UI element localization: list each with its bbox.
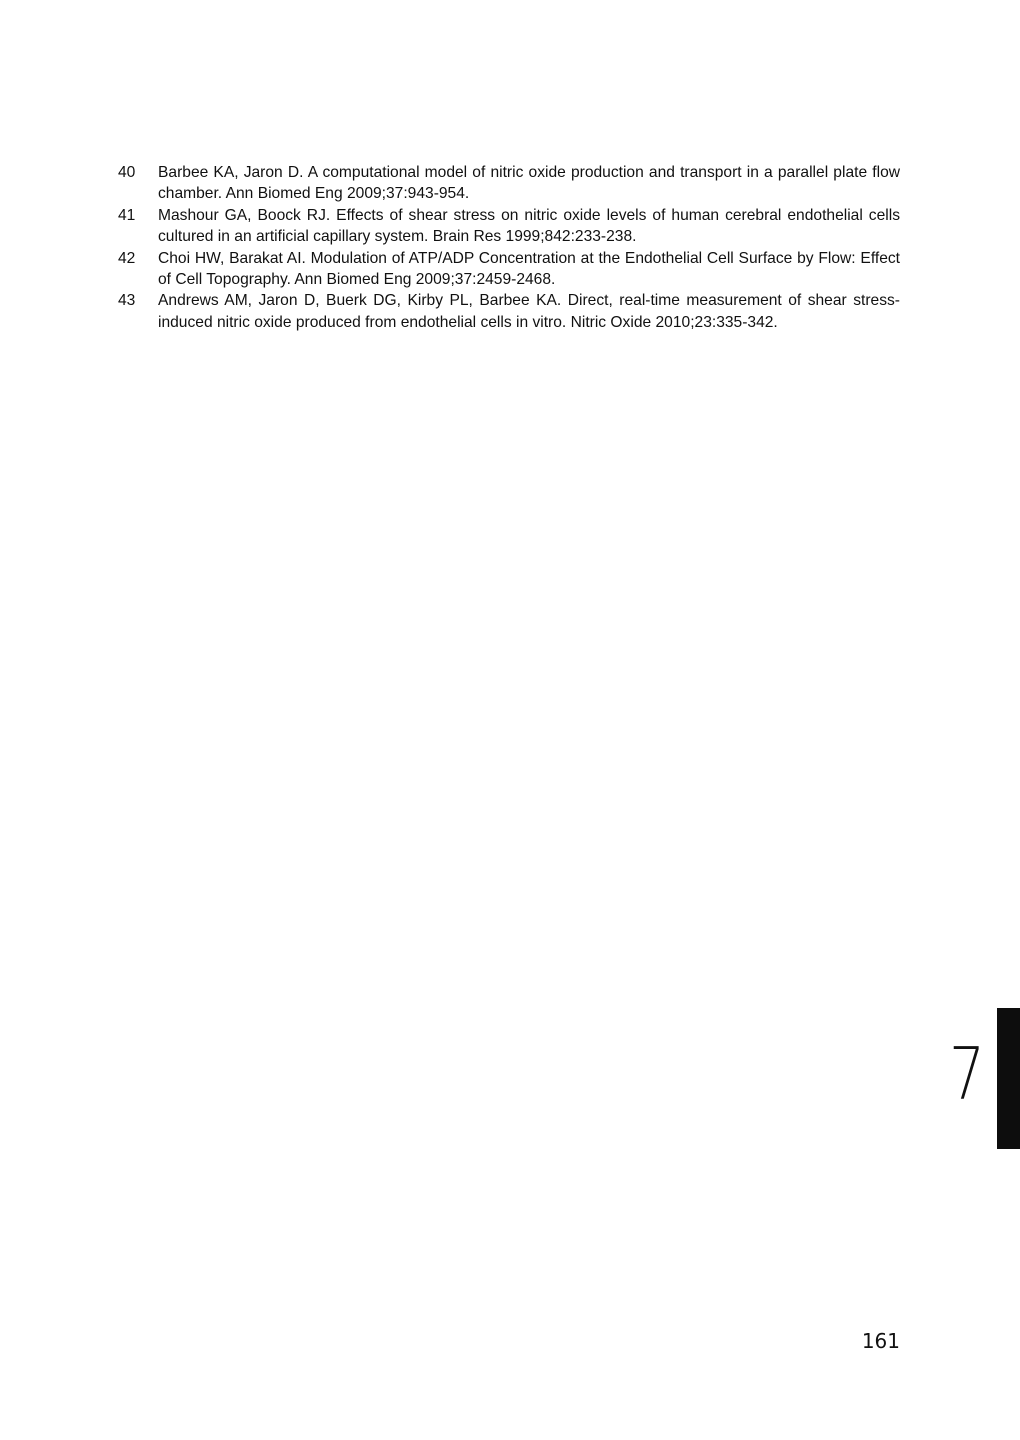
reference-number: 41 bbox=[118, 206, 136, 224]
chapter-tab-marker bbox=[997, 1008, 1020, 1149]
reference-text: Andrews AM, Jaron D, Buerk DG, Kirby PL, Barbee KA. Direct, real-time measurement of shear stress-induced nitric oxide produced from endothelial cells in vitro. Nitric Oxide 2010;23:335-342. bbox=[158, 292, 900, 331]
reference-text: Barbee KA, Jaron D. A computational model of nitric oxide production and transport in a parallel plate flow chamber. Ann Biomed Eng 2009;37:943-954. bbox=[158, 164, 900, 203]
reference-item bbox=[118, 162, 900, 205]
page-number: 161 bbox=[861, 1329, 900, 1353]
chapter-number: 7 bbox=[949, 1032, 985, 1116]
reference-item bbox=[118, 205, 900, 248]
reference-list bbox=[118, 162, 900, 333]
reference-text: Mashour GA, Boock RJ. Effects of shear stress on nitric oxide levels of human cerebral endothelial cells cultured in an artificial capillary system. Brain Res 1999;842:233-238. bbox=[158, 206, 900, 246]
reference-text: Choi HW, Barakat AI. Modulation of ATP/ADP Concentration at the Endothelial Cell Surface by Flow: Effect of Cell Topography. Ann Biomed Eng 2009;37:2459-2468. bbox=[158, 249, 900, 289]
reference-number: 42 bbox=[118, 249, 136, 267]
reference-item bbox=[118, 290, 900, 333]
reference-item bbox=[118, 248, 900, 291]
reference-number: 40 bbox=[118, 164, 136, 181]
reference-number: 43 bbox=[118, 292, 136, 310]
